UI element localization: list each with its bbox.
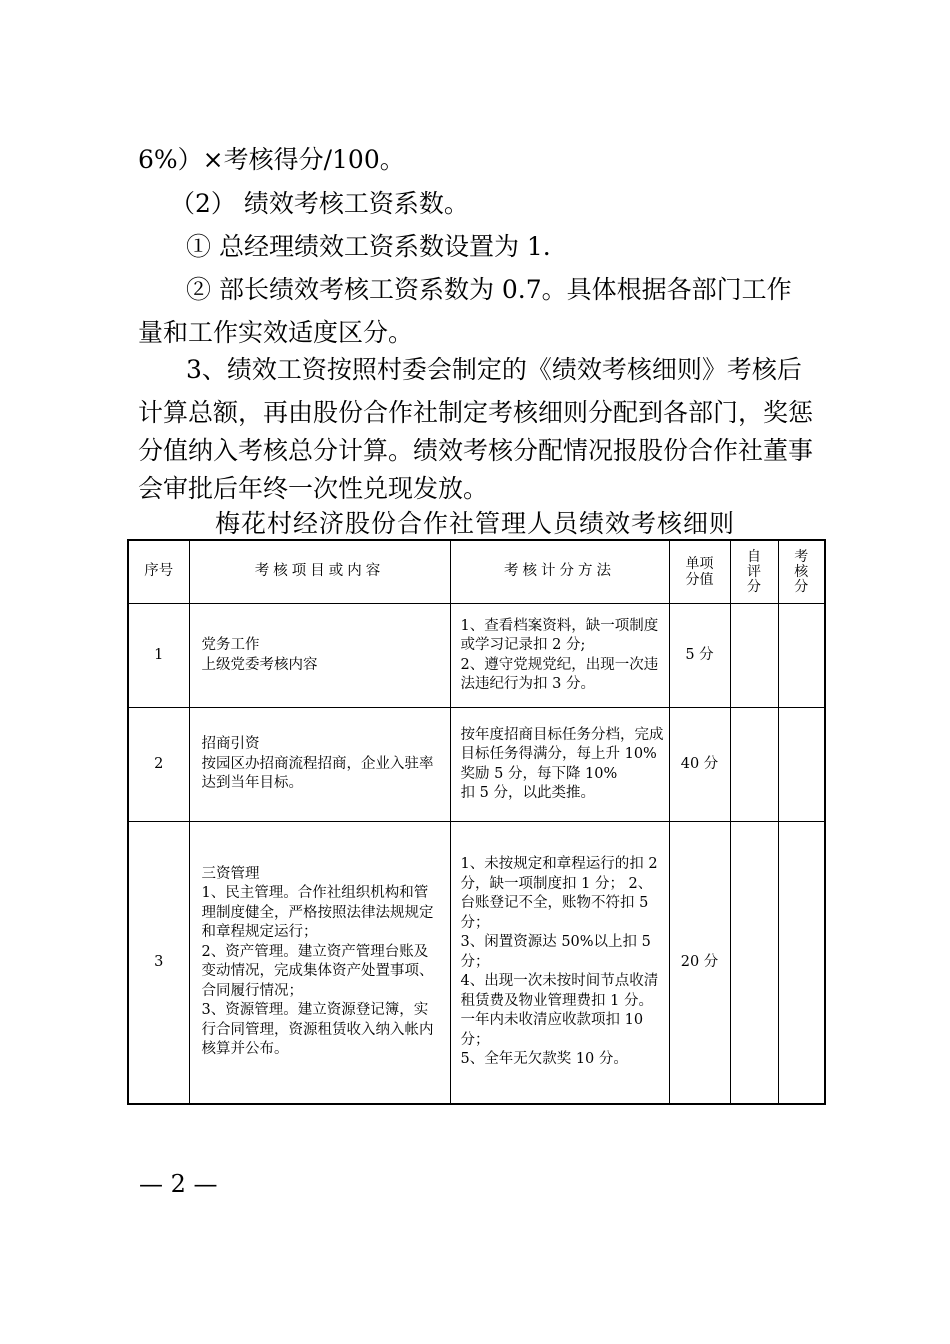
- paragraph-line-5: 量和工作实效适度区分。: [138, 318, 414, 347]
- header-self-char-3: 分: [747, 578, 761, 595]
- table-row: [128, 604, 825, 708]
- paragraph-line-9: 会审批后年终一次性兑现发放。: [138, 474, 489, 503]
- row-self-score: [730, 822, 778, 1104]
- assessment-table: [127, 539, 826, 1105]
- paragraph-line-8: 分值纳入考核总分计算。绩效考核分配情况报股份合作社董事: [138, 436, 814, 465]
- row-assess-score: [778, 822, 825, 1104]
- row-score: 40 分: [669, 708, 730, 822]
- table-row: [128, 822, 825, 1104]
- row-item: 党务工作 上级党委考核内容: [189, 604, 450, 708]
- row-item: 三资管理 1、民主管理。合作社组织机构和管理制度健全，严格按照法律法规规定和章程规定运行； 2、资产管理。建立资产管理台账及变动情况，完成集体资产处置事项、合同履行情况； 3、资源管理。建立资源登记簿，实行合同管理，资源租赁收入纳入帐内核算并公布。: [189, 822, 450, 1104]
- paragraph-line-2: （2） 绩效考核工资系数。: [170, 189, 469, 218]
- row-seq: 2: [128, 708, 189, 822]
- row-item: 招商引资 按园区办招商流程招商，企业入驻率达到当年目标。: [189, 708, 450, 822]
- row-score: 5 分: [669, 604, 730, 708]
- paragraph-line-6: 3、绩效工资按照村委会制定的《绩效考核细则》考核后: [186, 355, 802, 384]
- header-score: [669, 540, 730, 604]
- paragraph-line-4: ② 部长绩效考核工资系数为 0.7。具体根据各部门工作: [186, 275, 792, 304]
- header-self-char-2: 评: [747, 563, 761, 580]
- table-header-row: [128, 540, 825, 604]
- header-method: 考核计分方法: [450, 540, 669, 604]
- header-score-text: 单项分值: [685, 556, 714, 588]
- page-number: — 2 —: [139, 1170, 218, 1198]
- row-self-score: [730, 604, 778, 708]
- row-method: 1、未按规定和章程运行的扣 2 分，缺一项制度扣 1 分； 2、台账登记不全，账物不符扣 5 分； 3、闲置资源达 50%以上扣 5 分； 4、出现一次未按时间节点收清租赁费及物业管理费扣 1 分。一年内未收清应收款项扣 10 分； 5、全年无欠款奖 10 分。: [450, 822, 669, 1104]
- row-method: 1、查看档案资料，缺一项制度或学习记录扣 2 分; 2、遵守党规党纪，出现一次违法违纪行为扣 3 分。: [450, 604, 669, 708]
- paragraph-line-3: ① 总经理绩效工资系数设置为 1.: [186, 232, 551, 261]
- header-assess-char-2: 核: [794, 563, 809, 580]
- header-assess-char-1: 考: [794, 548, 809, 565]
- row-self-score: [730, 708, 778, 822]
- row-seq: 1: [128, 604, 189, 708]
- header-assess-score: [778, 540, 825, 604]
- row-seq: 3: [128, 822, 189, 1104]
- table-title: 梅花村经济股份合作社管理人员绩效考核细则: [214, 509, 735, 538]
- header-self-score: [730, 540, 778, 604]
- header-self-char-1: 自: [747, 548, 761, 565]
- row-assess-score: [778, 708, 825, 822]
- paragraph-line-7: 计算总额，再由股份合作社制定考核细则分配到各部门，奖惩: [138, 398, 814, 427]
- header-assess-char-3: 分: [794, 578, 809, 595]
- paragraph-line-1: 6%）×考核得分/100。: [138, 145, 405, 174]
- table-row: [128, 708, 825, 822]
- row-assess-score: [778, 604, 825, 708]
- row-method: 按年度招商目标任务分档，完成目标任务得满分，每上升 10%奖励 5 分，每下降 10% 扣 5 分，以此类推。: [450, 708, 669, 822]
- header-item: 考核项目或内容: [189, 540, 450, 604]
- header-seq: 序号: [128, 540, 189, 604]
- row-score: 20 分: [669, 822, 730, 1104]
